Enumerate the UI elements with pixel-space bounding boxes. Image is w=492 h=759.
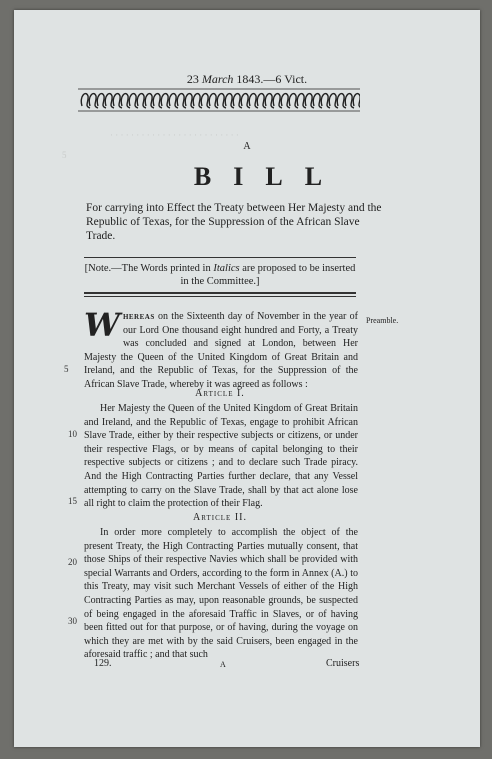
preamble-paragraph: Whereas on the Sixteenth day of November in the year of our Lord One thousand eight hundred and Forty, a Treaty was concluded and signed at London, between Her Majesty the Queen of the United Kingdom of Great Britain and Ireland, and the Republic of Texas, for the Suppression of the African Slave Trade, whereby it was agreed as follows : bbox=[84, 306, 358, 390]
article-2-heading: Article II. bbox=[193, 512, 247, 523]
ornament-scroll bbox=[81, 94, 360, 108]
document-page bbox=[14, 10, 480, 747]
divider-rule bbox=[84, 292, 356, 294]
line-number: 10 bbox=[68, 429, 77, 439]
bill-heading: BILL bbox=[193, 162, 345, 191]
decorative-ornament-border bbox=[78, 86, 360, 114]
line-number: 30 bbox=[68, 616, 77, 626]
page-number: 129. bbox=[94, 658, 112, 669]
article-1-text: Her Majesty the Queen of the United Kingdom of Great Britain and Ireland, and the Republic of Texas, engage to prohibit African Slave Trade, either by their respective subjects or citizens, or under their respective Flags, or by means of capital belonging to their respective subjects or citizens ; and to declare such Trade piracy. And the High Contracting Parties further declare, that any Vessel attempting to carry on the Slave Trade, shall by that act alone lose all right to claim the protection of their Flag. bbox=[84, 403, 358, 510]
line-number: 15 bbox=[68, 496, 77, 506]
bill-title: For carrying into Effect the Treaty between Her Majesty and the Republic of Texas, for the Suppression of the African Slave Trade. bbox=[86, 202, 382, 242]
line-number: 5 bbox=[64, 364, 69, 374]
catchword: Cruisers bbox=[326, 658, 360, 669]
article-2-text: In order more completely to accomplish the object of the present Treaty, the High Contracting Parties mutually consent, that those Ships of their respective Navies which shall be provided with special Warrants and Orders, according to the form in Annex (A.) to this Treaty, may visit such Merchant Vessels of either of the High Contracting Parties as may, upon reasonable grounds, be suspected of being engaged in the aforesaid Traffic in Slaves, or of having been fitted out for that purpose, or of having, during the voyage on which they are met with by the said Cruisers, been engaged in the aforesaid traffic ; and that such bbox=[84, 527, 358, 661]
article-1-heading: Article I. bbox=[195, 388, 245, 399]
bleed-through: 5 bbox=[62, 150, 67, 160]
date-header: 23 March 1843.—6 Vict. bbox=[186, 72, 308, 86]
divider-rule bbox=[84, 296, 356, 297]
bleed-through: · · · · · · · · · · · · · · · · · · · · · · · · · bbox=[110, 130, 239, 140]
divider-rule bbox=[84, 257, 356, 258]
preamble-margin-label: Preamble. bbox=[366, 316, 399, 325]
committee-note: [Note.—The Words printed in Italics are proposed to be inserted in the Committee.] bbox=[84, 263, 356, 287]
line-number: 20 bbox=[68, 557, 77, 567]
bill-letter-a: A bbox=[243, 141, 251, 152]
signature-mark: A bbox=[220, 660, 226, 669]
drop-cap: W bbox=[84, 306, 120, 344]
